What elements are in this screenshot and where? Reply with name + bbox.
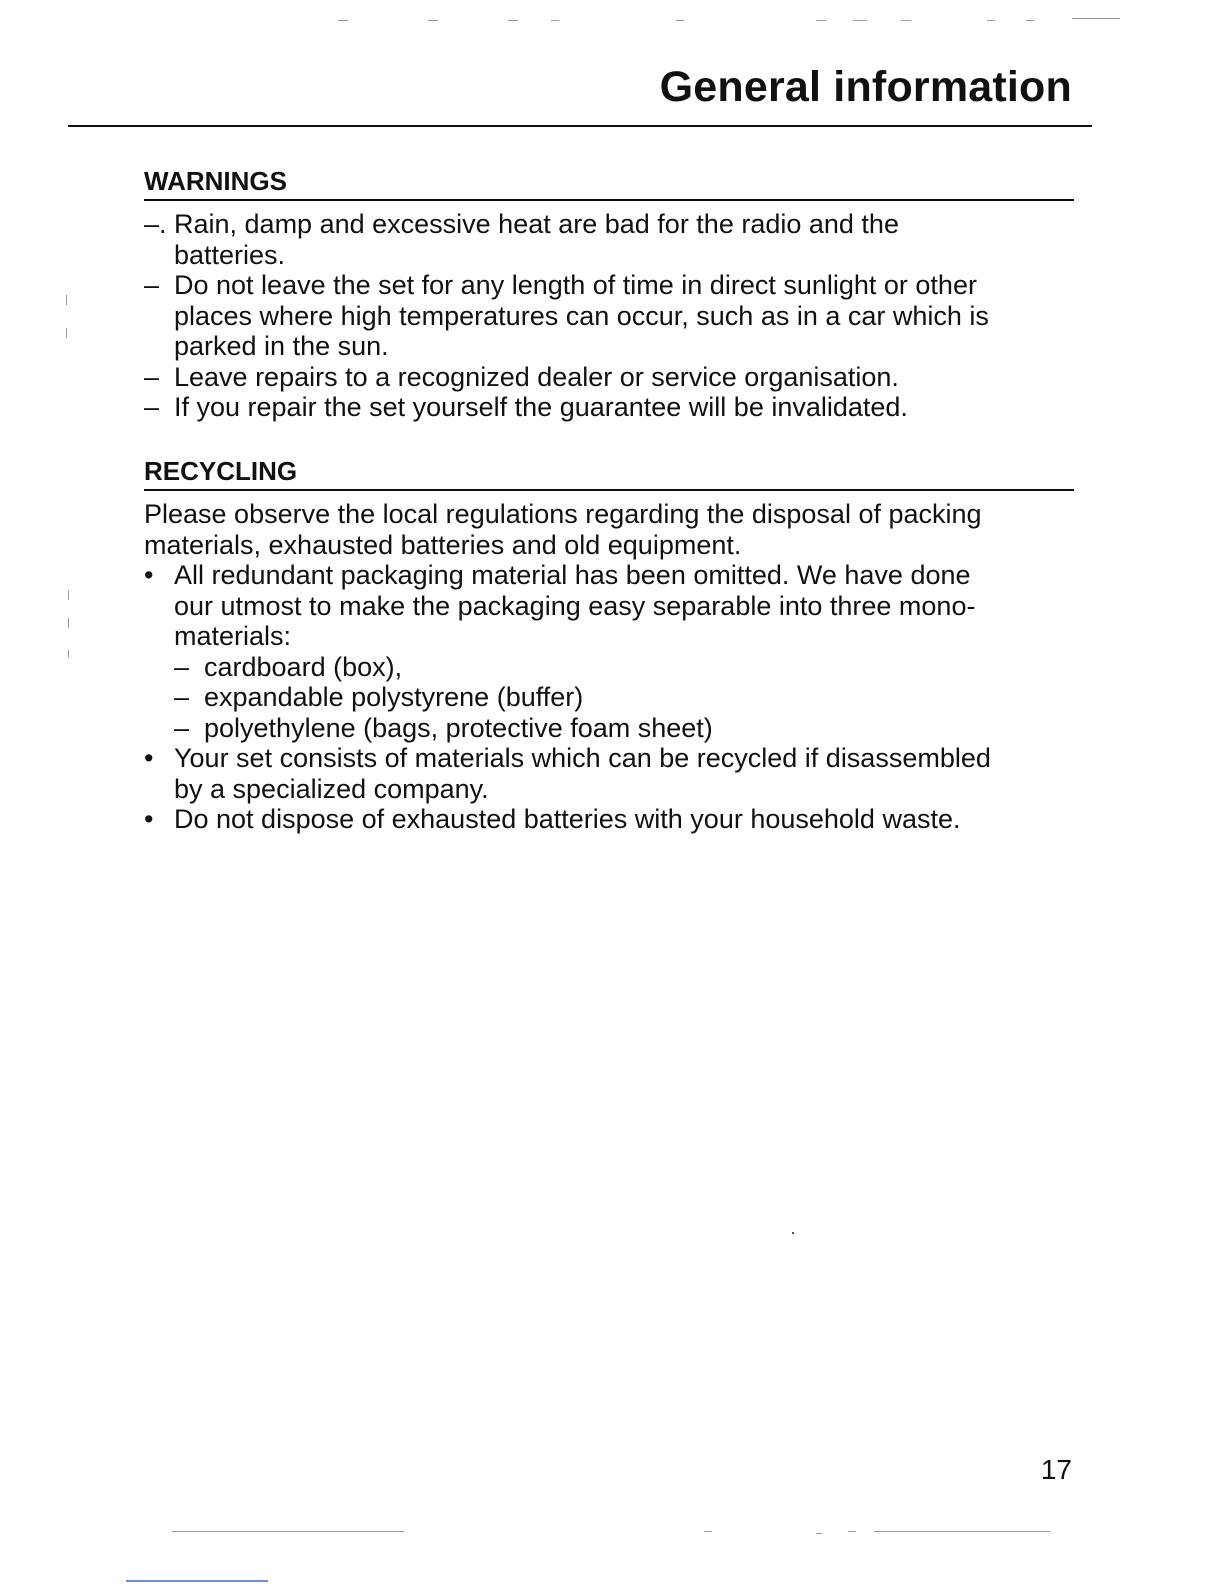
scan-artifact [848,1531,856,1532]
dash-marker: – [174,682,190,712]
dash-marker: – [144,361,160,392]
warnings-heading: WARNINGS [144,166,1074,201]
sub-list-item [174,652,1074,683]
dash-marker: – [174,712,190,743]
scan-artifact [853,20,867,21]
title-divider [68,125,1092,127]
item-text-line: batteries. [174,239,286,270]
item-text-line: Your set consists of materials which can be recycled if disassembled [174,743,991,773]
list-item [144,209,1074,270]
scan-artifact [66,328,67,338]
item-text-line: materials: [174,621,292,651]
scan-artifact [901,20,911,21]
scan-artifact [1026,20,1034,21]
sub-list-item [174,682,1074,713]
bullet-marker: • [144,804,154,834]
page-title: General information [659,63,1072,111]
scan-artifact [126,1580,268,1582]
scan-artifact [704,1531,712,1532]
scan-artifact [874,1531,1050,1532]
sub-item-text: cardboard (box), [204,651,403,682]
sub-item-text: polyethylene (bags, protective foam sheet) [204,712,713,743]
recycling-list [144,560,1074,835]
recycling-section [144,456,1074,835]
scan-artifact [338,20,348,21]
list-item [144,392,1074,423]
scan-artifact [508,20,518,21]
item-text-line: Rain, damp and excessive heat are bad for the radio and the [174,209,899,239]
warnings-section [144,166,1074,423]
item-text-line: Do not dispose of exhausted batteries with your household waste. [174,804,961,834]
item-text-line: Leave repairs to a recognized dealer or service organisation. [174,361,899,392]
scan-artifact [68,590,69,600]
page-number: 17 [1040,1454,1072,1485]
scan-artifact [816,1533,822,1534]
scan-artifact [68,650,69,658]
item-text-line: If you repair the set yourself the guarantee will be invalidated. [174,392,908,422]
list-item [144,743,1074,804]
dash-marker: –. [144,209,167,239]
sub-item-text: expandable polystyrene (buffer) [204,682,584,712]
intro-text-line: Please observe the local regulations regarding the disposal of packing [144,499,982,529]
materials-sublist [174,652,1074,744]
dash-marker: – [174,651,190,682]
item-text-line: All redundant packaging material has been omitted. We have done [174,560,971,590]
scan-artifact [428,20,438,21]
scan-artifact [816,20,826,21]
dash-marker: – [144,270,160,300]
scan-artifact [792,1232,794,1234]
scan-artifact [551,20,559,21]
intro-text-line: materials, exhausted batteries and old equipment. [144,529,742,560]
item-text-line: places where high temperatures can occur, such as in a car which is [174,300,989,331]
scan-artifact [68,618,69,628]
sub-list-item [174,713,1074,744]
scan-artifact [987,20,995,21]
list-item [144,270,1074,362]
item-text-line: parked in the sun. [174,331,389,361]
item-text-line: by a specialized company. [174,773,489,804]
list-item [144,362,1074,393]
scan-artifact [1072,18,1120,19]
item-text-line: our utmost to make the packaging easy separable into three mono- [174,590,976,621]
warnings-list [144,209,1074,423]
list-item [144,560,1074,743]
bullet-marker: • [144,560,154,590]
list-item [144,804,1074,835]
bullet-marker: • [144,743,154,773]
item-text-line: Do not leave the set for any length of time in direct sunlight or other [174,270,977,300]
recycling-intro [144,499,1074,560]
dash-marker: – [144,392,160,422]
scan-artifact [172,1531,404,1532]
scan-artifact [676,20,684,21]
scan-artifact [66,295,67,305]
recycling-heading: RECYCLING [144,456,1074,491]
